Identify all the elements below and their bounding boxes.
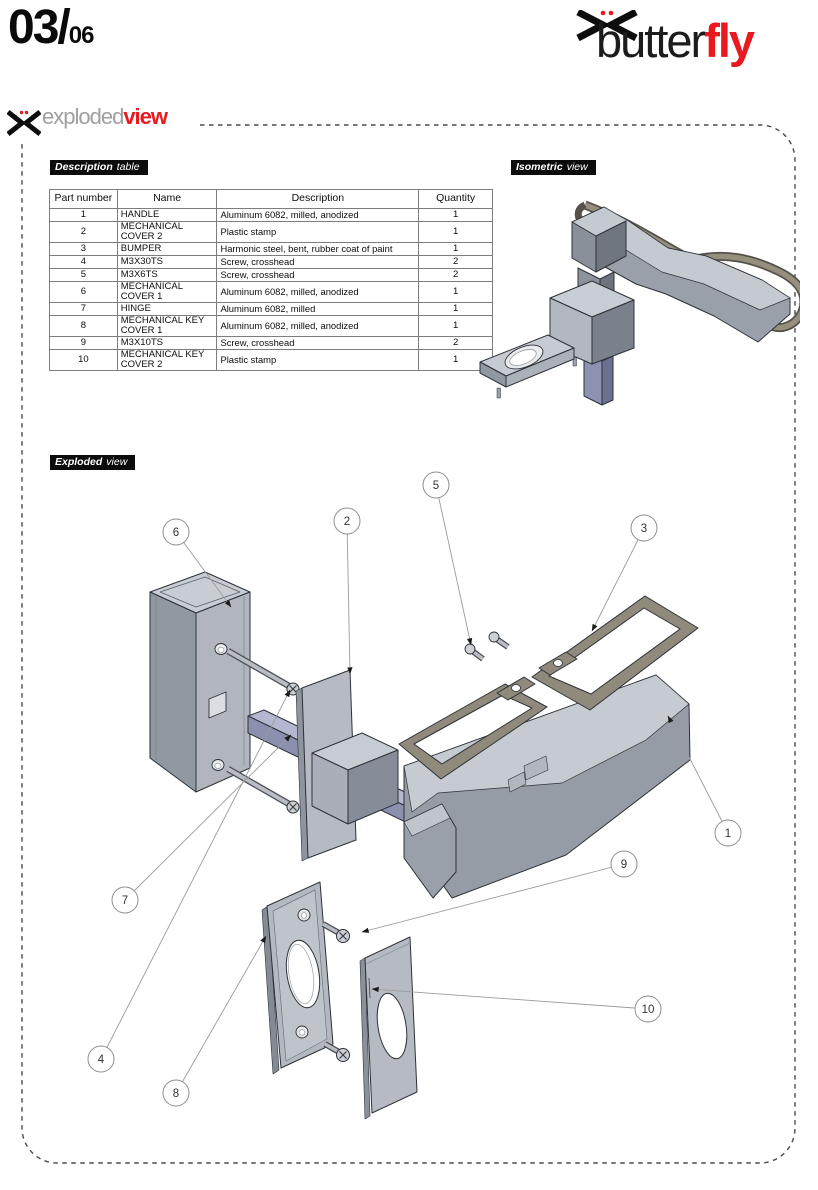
table-row: 10 MECHANICAL KEY COVER 2 Plastic stamp 1 xyxy=(50,349,493,370)
part-mechanical-key-cover-1 xyxy=(262,882,333,1074)
col-quantity: Quantity xyxy=(419,190,493,209)
svg-text:2: 2 xyxy=(343,516,351,528)
section-title-view: view xyxy=(123,104,168,129)
part-mechanical-key-cover-2 xyxy=(360,937,417,1119)
exploded-view-label: Exploded view xyxy=(50,455,135,470)
svg-text:1: 1 xyxy=(724,828,732,840)
svg-text:5: 5 xyxy=(432,480,440,492)
table-row: 9 M3X10TS Screw, crosshead 2 xyxy=(50,336,493,349)
part-mechanical-cover-1 xyxy=(150,572,250,792)
col-name: Name xyxy=(117,190,217,209)
parts-table xyxy=(49,189,493,371)
table-row: 5 M3X6TS Screw, crosshead 2 xyxy=(50,268,493,281)
svg-text:9: 9 xyxy=(620,859,628,871)
svg-text:3: 3 xyxy=(640,523,648,535)
table-row: 6 MECHANICAL COVER 1 Aluminum 6082, milled, anodized 1 xyxy=(50,281,493,302)
page-number-big: 03/ xyxy=(8,1,69,54)
brand-logo-fly: fly xyxy=(704,14,754,67)
part-handle xyxy=(404,675,690,898)
col-description: Description xyxy=(217,190,419,209)
isometric-view-label: Isometric view xyxy=(511,160,596,175)
table-row: 7 HINGE Aluminum 6082, milled 1 xyxy=(50,302,493,315)
isometric-view-drawing xyxy=(470,180,800,450)
svg-text:6: 6 xyxy=(172,527,180,539)
description-table-label: Description table xyxy=(50,160,148,175)
table-row: 2 MECHANICAL COVER 2 Plastic stamp 1 xyxy=(50,222,493,243)
table-header-row xyxy=(50,190,493,209)
exploded-view-drawing xyxy=(30,470,800,1170)
page-number-small: 06 xyxy=(68,22,94,49)
table-row: 3 BUMPER Harmonic steel, bent, rubber coat of paint 1 xyxy=(50,242,493,255)
iso-key-plate xyxy=(480,335,574,398)
table-row: 1 HANDLE Aluminum 6082, milled, anodized 1 xyxy=(50,209,493,222)
iso-shaft-right xyxy=(602,356,613,405)
svg-text:10: 10 xyxy=(641,1004,655,1016)
svg-text:8: 8 xyxy=(172,1088,180,1100)
col-part-number: Part number xyxy=(50,190,118,209)
brand-logo-butter: butter xyxy=(596,14,705,67)
svg-text:7: 7 xyxy=(121,895,129,907)
table-row: 4 M3X30TS Screw, crosshead 2 xyxy=(50,255,493,268)
svg-text:4: 4 xyxy=(97,1054,105,1066)
table-row: 8 MECHANICAL KEY COVER 1 Aluminum 6082, milled, anodized 1 xyxy=(50,315,493,336)
part-m3x6ts-screws xyxy=(465,632,508,659)
section-title-exploded: exploded xyxy=(42,104,124,129)
